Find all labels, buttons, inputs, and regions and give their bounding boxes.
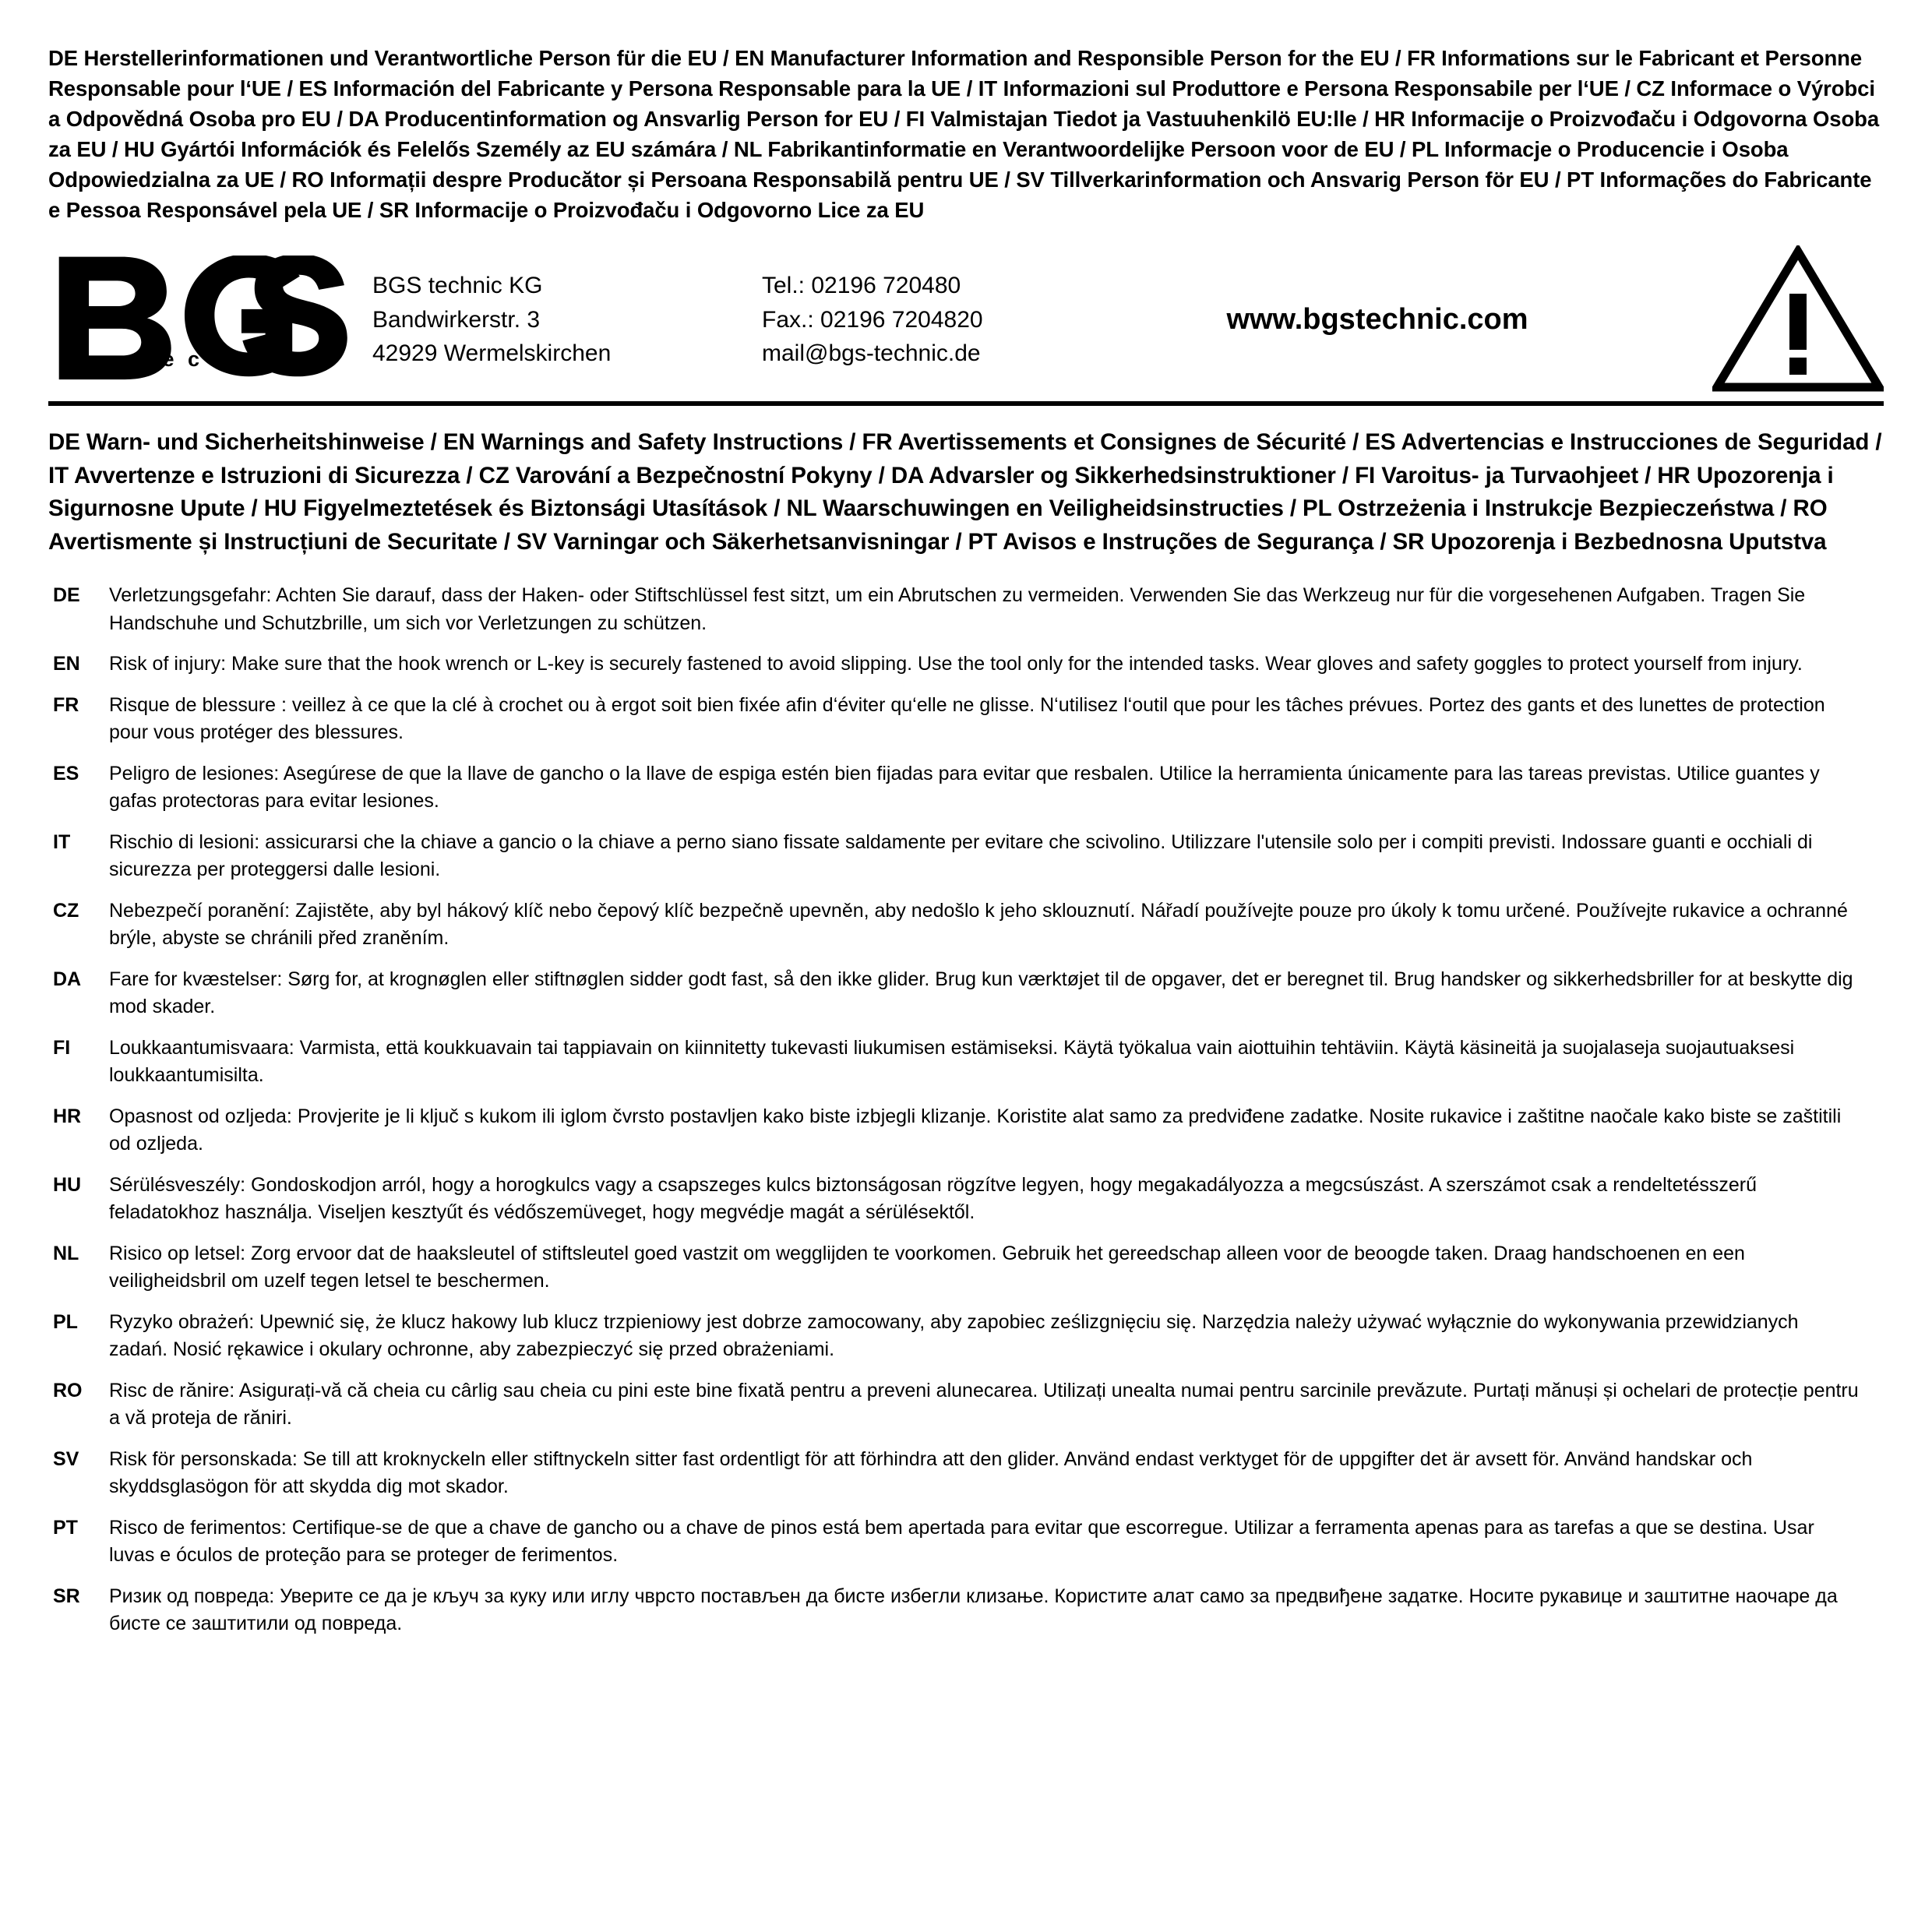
language-text: Rischio di lesioni: assicurarsi che la chiave a gancio o la chiave a perno siano fissate saldamente per evitare che scivolino. Utilizzare l'utensile solo per i compiti previsti. Indossare guanti e occhiali di sicurezza per proteggersi dalle lesioni. [109, 830, 1813, 881]
list-item [48, 1514, 1884, 1570]
language-code: FI [53, 1036, 71, 1059]
list-item [48, 1172, 1884, 1227]
list-item [48, 829, 1884, 884]
warning-triangle-icon [1689, 245, 1884, 393]
language-text: Fare for kvæstelser: Sørg for, at krognøglen eller stiftnøglen sidder godt fast, så den ikke glider. Brug kun værktøjet til de opgaver, det er beregnet til. Brug handsker og sikkerhedsbriller for at beskytte dig mod skader. [109, 968, 1853, 1018]
list-item [48, 1309, 1884, 1364]
language-text: Risque de blessure : veillez à ce que la clé à crochet ou à ergot soit bien fixée afin d‘éviter qu‘elle ne glisse. N‘utilisez l‘outil que pour les tâches prévues. Portez des gants et des lunettes de protection pour vous protéger des blessures. [109, 693, 1825, 744]
list-item [48, 692, 1884, 747]
language-text: Ryzyko obrażeń: Upewnić się, że klucz hakowy lub klucz trzpieniowy jest dobrze zamocowany, aby zapobiec ześlizgnięciu się. Narzędzia należy używać wyłącznie do wykonywania przewidzianych zadań. Nosić rękawice i okulary ochronne, aby zabezpieczyć się przed obrażeniami. [109, 1310, 1799, 1361]
language-code: HR [53, 1105, 82, 1127]
language-code: DE [53, 584, 80, 607]
list-item [48, 1035, 1884, 1090]
warnings-heading: DE Warn- und Sicherheitshinweise / EN Warnings and Safety Instructions / FR Avertissements et Consignes de Sécurité / ES Advertencias e Instrucciones de Seguridad / IT Avvertenze e Istruzioni di Sicurezza / CZ Varování a Bezpečnostní Pokyny / DA Advarsler og Sikkerhedsinstruktioner / FI Varoitus- ja Turvaohjeet / HR Upozorenja i Sigurnosne Upute / HU Figyelmeztetések és Biztonsági Utasítások / NL Waarschuwingen en Veiligheidsinstructies / PL Ostrzeżenia i Instrukcje Bezpieczeństwa / RO Avertismente și Instrucțiuni de Securitate / SV Varningar och Säkerhetsanvisningar / PT Avisos e Instruções de Segurança / SR Upozorenja i Bezbednosna Uputstva [48, 429, 1882, 555]
language-text: Peligro de lesiones: Asegúrese de que la llave de gancho o la llave de espiga estén bien fijadas para evitar que resbalen. Utilice la herramienta únicamente para las tareas previstas. Utilice guantes y gafas protectoras para evitar lesiones. [109, 762, 1820, 813]
language-code: ES [53, 762, 79, 784]
language-code: EN [53, 653, 80, 675]
language-text: Risk för personskada: Se till att kroknyckeln eller stiftnyckeln sitter fast ordentligt för att förhindra att den glider. Använd endast verktyget för de uppgifter det är avsett för. Använd handskar och skyddsglasögon för att skydda dig mot skador. [109, 1447, 1753, 1498]
list-item [48, 966, 1884, 1021]
language-text: Loukkaantumisvaara: Varmista, että koukkuavain tai tappiavain on kiinnitetty tukevasti liukumisen estämiseksi. Käytä työkalua vain aiottuihin tehtäviin. Käytä käsineitä ja suojalaseja suojautuaksesi loukkaantumisilta. [109, 1036, 1795, 1087]
language-code: CZ [53, 899, 79, 922]
language-text: Sérülésveszély: Gondoskodjon arról, hogy a horogkulcs vagy a csapszeges kulcs biztonságosan rögzítve legyen, hogy megakadályozza a megcsúszást. A szerszámot csak a rendeltetésszerű feladatokhoz használja. Viseljen kesztyűt és védőszemüveget, hogy megvédje magát a sérülésektől. [109, 1173, 1757, 1224]
language-text: Risco de ferimentos: Certifique-se de que a chave de gancho ou a chave de pinos está bem apertada para evitar que escorregue. Utilizar a ferramenta apenas para as tarefas a que se destina. Usar luvas e óculos de proteção para se proteger de ferimentos. [109, 1516, 1814, 1567]
language-code: IT [53, 830, 71, 853]
warning-triangle-graphic [1712, 245, 1884, 393]
manufacturer-info-heading: DE Herstellerinformationen und Verantwortliche Person für die EU / EN Manufacturer Information and Responsible Person for the EU / FR Informations sur le Fabricant et Personne Responsable pour l‘UE / ES Información del Fabricante y Persona Responsable para la UE / IT Informazioni sul Produttore e Persona Responsabile per l‘UE / CZ Informace o Výrobci a Odpovědná Osoba pro EU / DA Producentinformation og Ansvarlig Person for EU / FI Valmistajan Tiedot ja Vastuuhenkilö EU:lle / HR Informacije o Proizvođaču i Odgovorna Osoba za EU / HU Gyártói Információk és Felelős Személy az EU számára / NL Fabrikantinformatie en Verantwoordelijke Persoon voor de EU / PL Informacje o Producencie i Osoba Odpowiedzialna za UE / RO Informații despre Producător și Persoana Responsabilă pentru UE / SV Tillverkarinformation och Ansvarig Person för EU / PT Informações do Fabricante e Pessoa Responsável pela UE / SR Informacije o Proizvođaču i Odgovorno Lice za EU [48, 46, 1880, 223]
list-item [48, 1240, 1884, 1296]
list-item [48, 1446, 1884, 1501]
language-text: Ризик од повреда: Уверите се да је кључ за куку или иглу чврсто постављен да бисте избегли клизање. Користите алат само за предвиђене задатке. Носите рукавице и заштитне наочаре да бисте се заштитили од повреда. [109, 1585, 1838, 1635]
language-text: Nebezpečí poranění: Zajistěte, aby byl hákový klíč nebo čepový klíč bezpečně upevněn, aby nedošlo k jeho sklouznutí. Nářadí používejte pouze pro úkoly k tomu určené. Používejte rukavice a ochranné brýle, abyste se chránili před zraněním. [109, 899, 1848, 950]
language-code: PT [53, 1516, 78, 1539]
language-code: SR [53, 1585, 80, 1607]
company-tel: Tel.: 02196 720480 [762, 273, 961, 299]
company-email: mail@bgs-technic.de [762, 340, 981, 367]
language-text: Risk of injury: Make sure that the hook wrench or L-key is securely fastened to avoid slipping. Use the tool only for the intended tasks. Wear gloves and safety goggles to protect yourself from injury. [109, 653, 1803, 675]
language-code: SV [53, 1447, 79, 1470]
language-code: DA [53, 968, 82, 990]
company-fax: Fax.: 02196 7204820 [762, 306, 983, 333]
language-code: NL [53, 1242, 79, 1264]
registered-mark: ® [279, 258, 297, 284]
company-address [365, 269, 762, 371]
list-item [48, 1377, 1884, 1433]
company-website: www.bgstechnic.com [1226, 302, 1528, 336]
list-item [48, 897, 1884, 953]
company-header [48, 242, 1884, 406]
list-item [48, 650, 1884, 679]
list-item [48, 1103, 1884, 1158]
language-code: FR [53, 693, 79, 716]
bgs-logo [48, 256, 365, 384]
company-contact [762, 269, 1089, 371]
company-city: 42929 Wermelskirchen [372, 340, 612, 367]
language-code: RO [53, 1379, 83, 1401]
language-text: Verletzungsgefahr: Achten Sie darauf, dass der Haken- oder Stiftschlüssel fest sitzt, um ein Abrutschen zu vermeiden. Verwenden Sie das Werkzeug nur für die vorgesehenen Aufgaben. Tragen Sie Handschuhe und Schutzbrille, um sich vor Verletzungen zu schützen. [109, 584, 1806, 634]
language-text: Risico op letsel: Zorg ervoor dat de haaksleutel of stiftsleutel goed vastzit om wegglijden te voorkomen. Gebruik het gereedschap alleen voor de beoogde taken. Draag handschoenen en een veiligheidsbril om uzelf tegen letsel te beschermen. [109, 1242, 1745, 1292]
company-name: BGS technic KG [372, 273, 543, 299]
list-item [48, 582, 1884, 637]
list-item [48, 1583, 1884, 1638]
language-text: Opasnost od ozljeda: Provjerite je li ključ s kukom ili iglom čvrsto postavljen kako biste izbjegli klizanje. Koristite alat samo za predviđene zadatke. Nosite rukavice i zaštitne naočale kako biste se zaštitili od ozljeda. [109, 1105, 1842, 1155]
language-code: PL [53, 1310, 78, 1333]
language-text: Risc de rănire: Asigurați-vă că cheia cu cârlig sau cheia cu pini este bine fixată pentru a preveni alunecarea. Utilizați unealta numai pentru sarcinile prevăzute. Purtați mănuși și ochelari de protecție pentru a vă proteja de răniri. [109, 1379, 1859, 1430]
logo-subtext: t e c h n i c [142, 347, 301, 371]
language-code: HU [53, 1173, 82, 1196]
safety-instructions-list [48, 582, 1884, 1638]
list-item [48, 760, 1884, 816]
company-street: Bandwirkerstr. 3 [372, 306, 541, 333]
